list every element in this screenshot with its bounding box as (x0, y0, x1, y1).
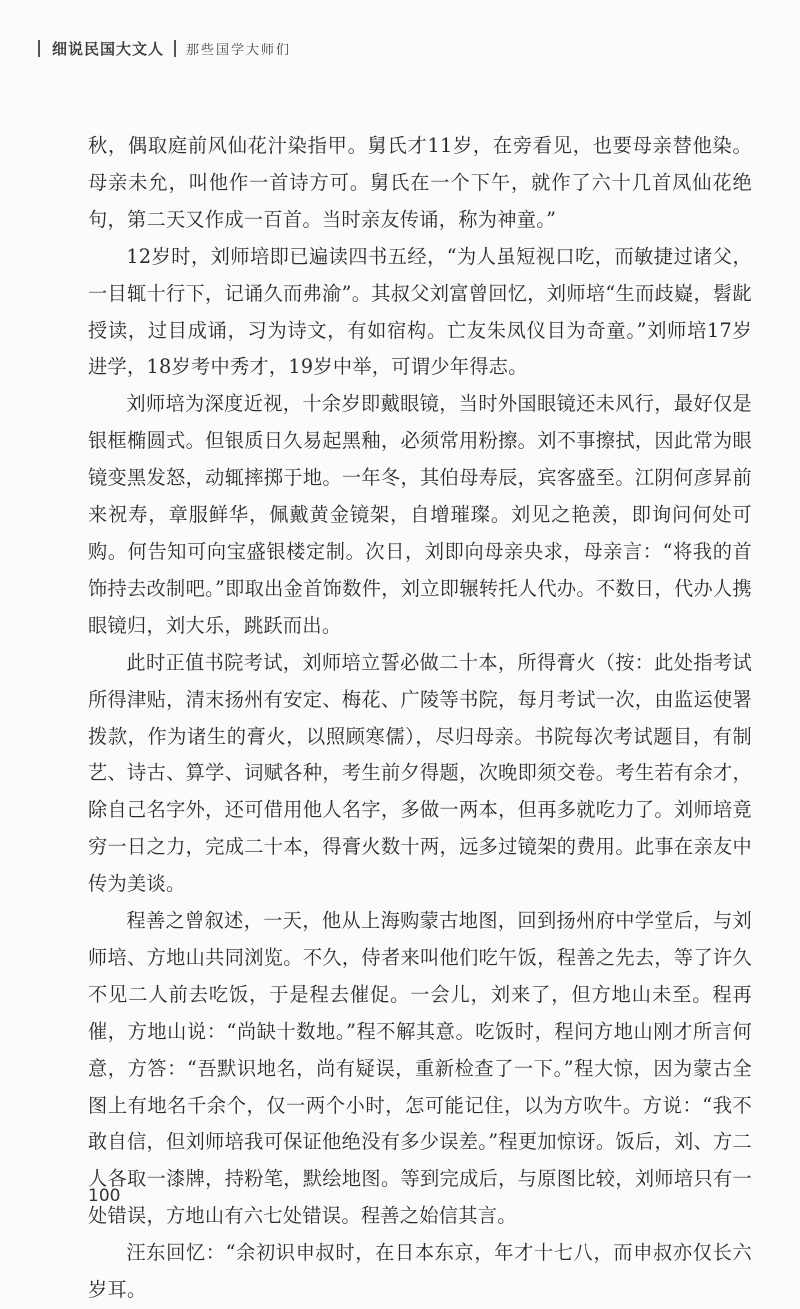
header-divider (174, 40, 176, 57)
paragraph: 秋，偶取庭前风仙花汁染指甲。舅氏才11岁，在旁看见，也要母亲替他染。母亲未允，叫他作一首诗方可。舅氏在一个下午，就作了六十几首凤仙花绝句，第二天又作成一百首。当时亲友传诵，称为神童。” (88, 134, 752, 231)
header-divider (38, 40, 40, 57)
chapter-title: 那些国学大师们 (186, 43, 292, 58)
paragraph: 12岁时，刘师培即已遍读四书五经，“为人虽短视口吃，而敏捷过诸父，一目辄十行下，记诵久而弗渝”。其叔父刘富曾回忆，刘师培“生而歧嶷，髫龀授读，过目成诵，习为诗文，有如宿构。亡友朱凤仪目为奇童。”刘师培17岁进学，18岁考中秀才，19岁中举，可谓少年得志。 (88, 244, 752, 379)
paragraph: 汪东回忆：“余初识申叔时，在日本东京，年才十七八，而申叔亦仅长六岁耳。 (88, 1241, 752, 1302)
page-body (88, 128, 752, 1309)
book-title: 细说民国大文人 (52, 40, 165, 58)
running-header (38, 38, 291, 59)
paragraph: 程善之曾叙述，一天，他从上海购蒙古地图，回到扬州府中学堂后，与刘师培、方地山共同浏览。不久，侍者来叫他们吃午饭，程善之先去，等了许久不见二人前去吃饭，于是程去催促。一会儿，刘来了，但方地山未至。程再催，方地山说：“尚缺十数地。”程不解其意。吃饭时，程问方地山刚才所言何意，方答：“吾默识地名，尚有疑误，重新检查了一下。”程大惊，因为蒙古全图上有地名千余个，仅一两个小时，怎可能记住，以为方吹牛。方说：“我不敢自信，但刘师培我可保证他绝没有多少误差。”程更加惊讶。饭后，刘、方二人各取一漆牌，持粉笔，默绘地图。等到完成后，与原图比较，刘师培只有一处错误，方地山有六七处错误。程善之始信其言。 (88, 909, 752, 1228)
paragraph: 此时正值书院考试，刘师培立誓必做二十本，所得膏火（按：此处指考试所得津贴，清末扬州有安定、梅花、广陵等书院，每月考试一次，由监运使署拨款，作为诸生的膏火，以照顾寒儒），尽归母亲。书院每次考试题目，有制艺、诗古、算学、词赋各种，考生前夕得题，次晚即须交卷。考生若有余才，除自己名字外，还可借用他人名字，多做一两本，但再多就吃力了。刘师培竟穷一日之力，完成二十本，得膏火数十两，远多过镜架的费用。此事在亲友中传为美谈。 (88, 650, 752, 896)
page-number: 100 (88, 1186, 121, 1206)
paragraph: 刘师培为深度近视，十余岁即戴眼镜，当时外国眼镜还未风行，最好仅是银框椭圆式。但银质日久易起黑釉，必须常用粉擦。刘不事擦拭，因此常为眼镜变黑发怒，动辄摔掷于地。一年冬，其伯母寿辰，宾客盛至。江阴何彦昇前来祝寿，章服鲜华，佩戴黄金镜架，自增璀璨。刘见之艳羡，即询问何处可购。何告知可向宝盛银楼定制。次日，刘即向母亲央求，母亲言：“将我的首饰持去改制吧。”即取出金首饰数件，刘立即辗转托人代办。不数日，代办人携眼镜归，刘大乐，跳跃而出。 (88, 392, 752, 637)
